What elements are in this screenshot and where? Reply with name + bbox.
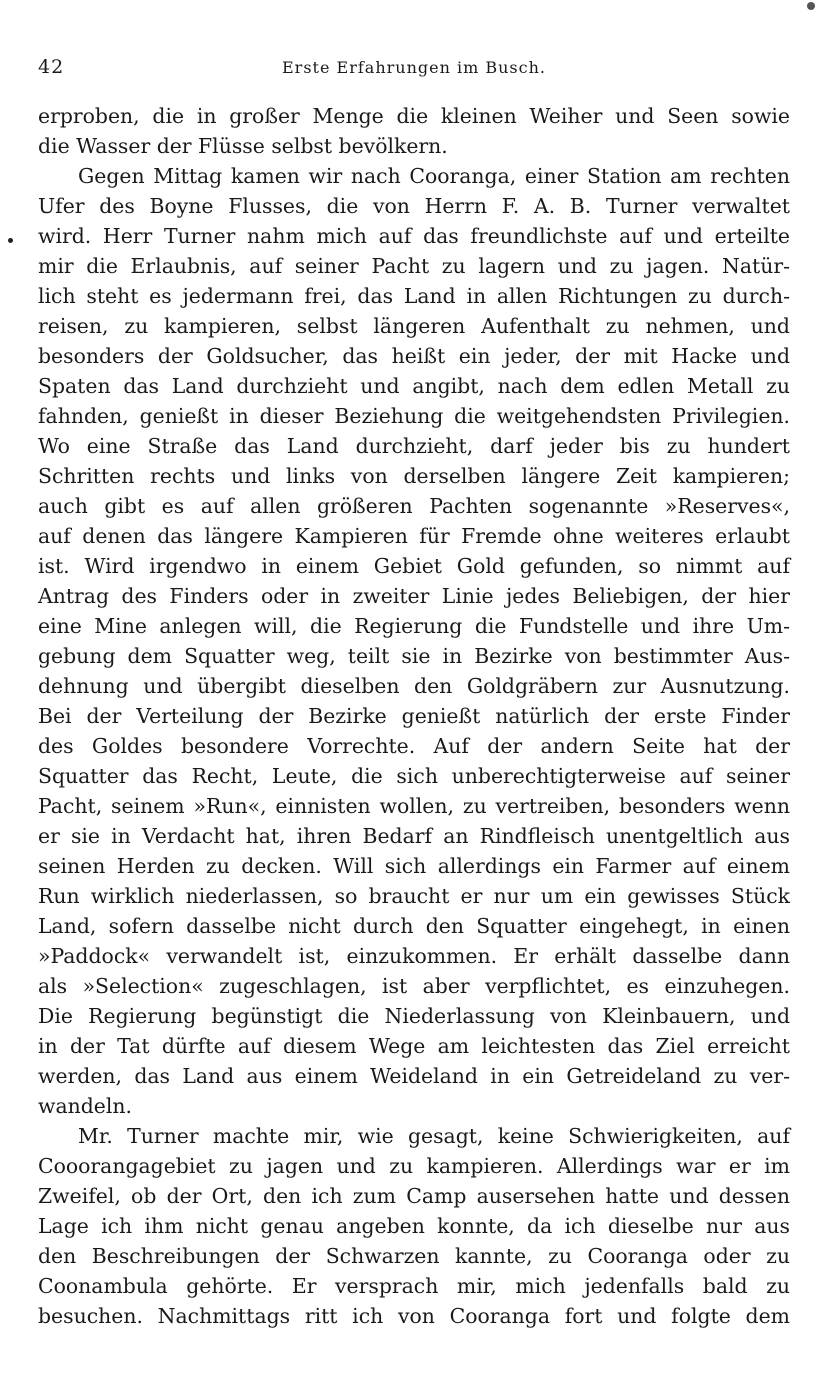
text-line: Ufer des Boyne Flusses, die von Herrn F. A. B. Turner verwaltet: [38, 194, 790, 218]
text-line: Land, sofern dasselbe nicht durch den Squatter eingehegt, in einen: [38, 914, 790, 938]
text-line: Coonambula gehörte. Er versprach mir, mich jedenfalls bald zu: [38, 1274, 790, 1298]
page-header: [38, 56, 790, 80]
text-line: eine Mine anlegen will, die Regierung die Fundstelle und ihre Um-: [38, 614, 790, 638]
text-line: lich steht es jedermann frei, das Land in allen Richtungen zu durch-: [38, 284, 790, 308]
text-line: den Beschreibungen der Schwarzen kannte, zu Cooranga oder zu: [38, 1244, 790, 1268]
text-line: auf denen das längere Kampieren für Fremde ohne weiteres erlaubt: [38, 524, 790, 548]
text-line: Schritten rechts und links von derselben längere Zeit kampieren;: [38, 464, 790, 488]
text-line: Die Regierung begünstigt die Niederlassung von Kleinbauern, und: [38, 1004, 790, 1028]
text-line: »Paddock« verwandelt ist, einzukommen. Er erhält dasselbe dann: [38, 944, 790, 968]
text-line: Mr. Turner machte mir, wie gesagt, keine Schwierigkeiten, auf: [78, 1124, 790, 1148]
text-line: auch gibt es auf allen größeren Pachten sogenannte »Reserves«,: [38, 494, 790, 518]
running-head: Erste Erfahrungen im Busch.: [282, 58, 546, 77]
text-line: Pacht, seinem »Run«, einnisten wollen, zu vertreiben, besonders wenn: [38, 794, 790, 818]
text-line: des Goldes besondere Vorrechte. Auf der andern Seite hat der: [38, 734, 790, 758]
text-line: dehnung und übergibt dieselben den Goldgräbern zur Ausnutzung.: [38, 674, 790, 698]
text-line: ist. Wird irgendwo in einem Gebiet Gold gefunden, so nimmt auf: [38, 554, 790, 578]
page-number: 42: [38, 56, 65, 78]
margin-mark: [8, 238, 13, 243]
text-line: fahnden, genießt in dieser Beziehung die weitgehendsten Privilegien.: [38, 404, 790, 428]
text-line: als »Selection« zugeschlagen, ist aber verpflichtet, es einzuhegen.: [38, 974, 790, 998]
text-line: Wo eine Straße das Land durchzieht, darf jeder bis zu hundert: [38, 434, 790, 458]
body-text: [38, 101, 790, 1331]
text-line: besuchen. Nachmittags ritt ich von Cooranga fort und folgte dem: [38, 1304, 790, 1328]
text-line: seinen Herden zu decken. Will sich allerdings ein Farmer auf einem: [38, 854, 790, 878]
text-line: Bei der Verteilung der Bezirke genießt natürlich der erste Finder: [38, 704, 790, 728]
text-line: Gegen Mittag kamen wir nach Cooranga, einer Station am rechten: [78, 164, 790, 188]
text-line: gebung dem Squatter weg, teilt sie in Bezirke von bestimmter Aus-: [38, 644, 790, 668]
text-line: wird. Herr Turner nahm mich auf das freundlichste auf und erteilte: [38, 224, 790, 248]
text-line: besonders der Goldsucher, das heißt ein jeder, der mit Hacke und: [38, 344, 790, 368]
text-line: Squatter das Recht, Leute, die sich unberechtigterweise auf seiner: [38, 764, 790, 788]
text-line: werden, das Land aus einem Weideland in ein Getreideland zu ver-: [38, 1064, 790, 1088]
text-line: erproben, die in großer Menge die kleinen Weiher und Seen sowie: [38, 104, 790, 128]
text-line: in der Tat dürfte auf diesem Wege am leichtesten das Ziel erreicht: [38, 1034, 790, 1058]
text-line: er sie in Verdacht hat, ihren Bedarf an Rindfleisch unentgeltlich aus: [38, 824, 790, 848]
text-line: reisen, zu kampieren, selbst längeren Aufenthalt zu nehmen, und: [38, 314, 790, 338]
ink-speck: [807, 2, 815, 10]
text-line: mir die Erlaubnis, auf seiner Pacht zu lagern und zu jagen. Natür-: [38, 254, 790, 278]
text-line: Lage ich ihm nicht genau angeben konnte, da ich dieselbe nur aus: [38, 1214, 790, 1238]
text-line: Cooorangagebiet zu jagen und zu kampieren. Allerdings war er im: [38, 1154, 790, 1178]
text-line: Spaten das Land durchzieht und angibt, nach dem edlen Metall zu: [38, 374, 790, 398]
text-line: Antrag des Finders oder in zweiter Linie jedes Beliebigen, der hier: [38, 584, 790, 608]
text-line: wandeln.: [38, 1094, 132, 1118]
text-line: die Wasser der Flüsse selbst bevölkern.: [38, 134, 448, 158]
text-line: Run wirklich niederlassen, so braucht er nur um ein gewisses Stück: [38, 884, 790, 908]
text-line: Zweifel, ob der Ort, den ich zum Camp ausersehen hatte und dessen: [38, 1184, 790, 1208]
